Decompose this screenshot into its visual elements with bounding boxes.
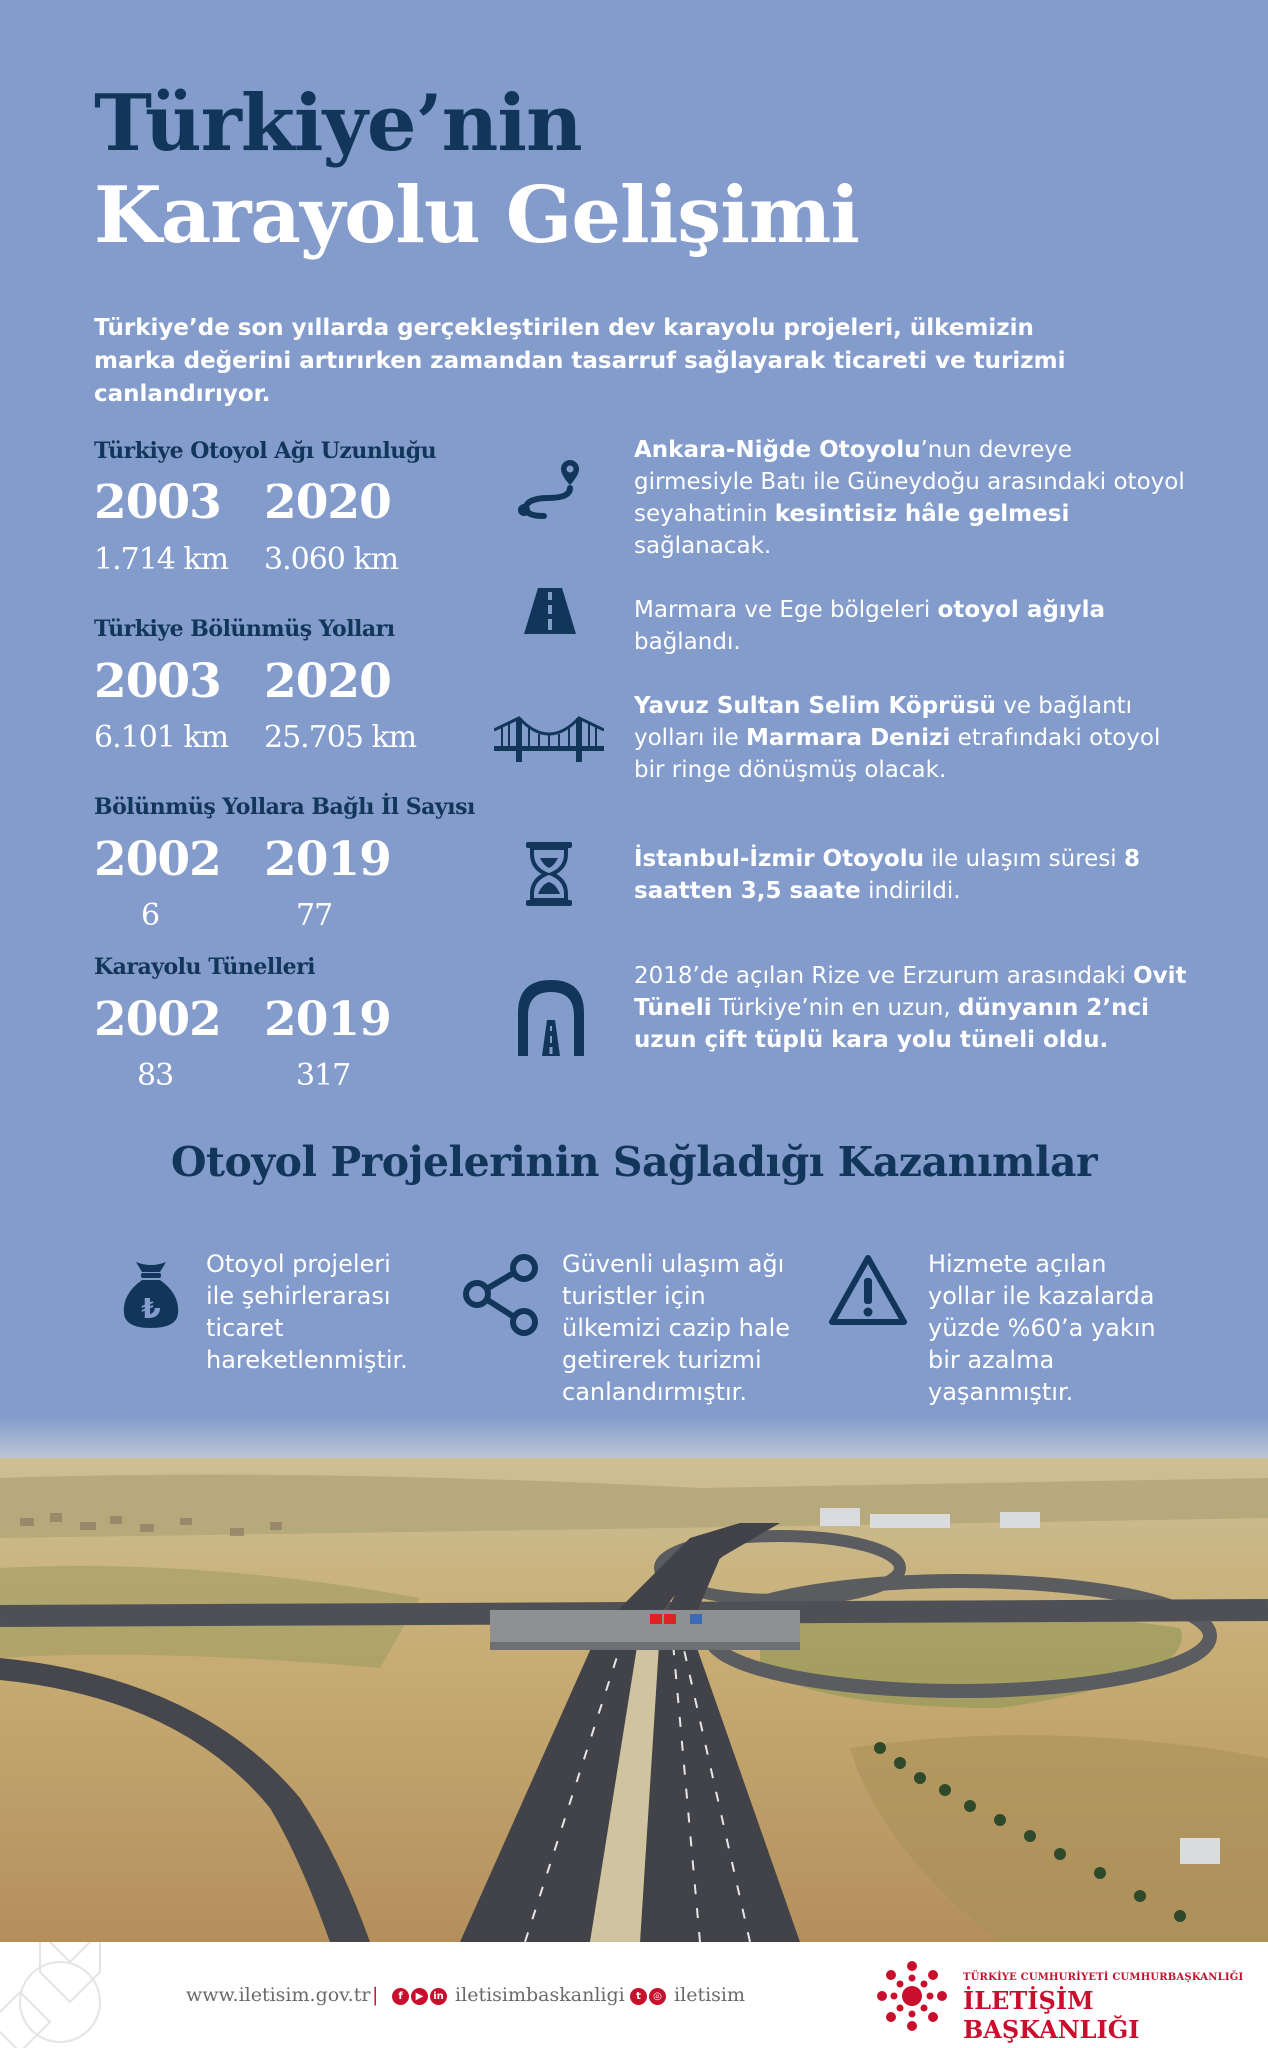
- fact-text: indirildi.: [860, 878, 961, 904]
- logo-text-line-2: İLETİŞİM BAŞKANLIĞI: [963, 1986, 1140, 2044]
- iletisim-logo-emblem: [872, 1956, 952, 2036]
- fact-highlight: 8 saatten 3,5 saate: [634, 846, 1141, 904]
- facebook-icon[interactable]: f: [392, 1988, 409, 2005]
- fact-text: ve bağlantı yolları ile: [634, 693, 1133, 751]
- stat-value: 1.714 km: [94, 542, 229, 577]
- stat-value: 317: [296, 1058, 351, 1093]
- fact-ovit-tunnel: [634, 960, 1194, 1056]
- stat-year: 2020: [264, 654, 391, 709]
- fact-text: sağlanacak.: [634, 533, 772, 559]
- money-bag-icon: [122, 1258, 180, 1330]
- route-icon: [512, 450, 588, 520]
- fact-ankara-nigde: [634, 434, 1194, 562]
- warning-icon: [828, 1254, 908, 1326]
- fact-text: etrafındaki otoyol bir ringe dönüşmüş olacak.: [634, 725, 1161, 783]
- fact-highlight: Ovit Tüneli: [634, 963, 1187, 1021]
- benefit-trade: Otoyol projeleri ile şehirlerarası ticaret hareketlenmiştir.: [206, 1250, 408, 1374]
- title-line-1: Türkiye’nin: [94, 78, 582, 169]
- stat-heading-highway-length: Türkiye Otoyol Ağı Uzunluğu: [94, 438, 437, 464]
- highway-icon: [524, 588, 576, 634]
- stat-year: 2002: [94, 832, 221, 887]
- bridge-icon: [494, 716, 604, 766]
- tunnel-icon: [518, 980, 584, 1056]
- logo-text-line-1: TÜRKİYE CUMHURİYETİ CUMHURBAŞKANLIĞI: [963, 1972, 1244, 1983]
- instagram-icon[interactable]: ◎: [649, 1988, 666, 2005]
- hourglass-icon: [524, 842, 574, 906]
- benefit-tourism: Güvenli ulaşım ağı turistler için ülkemizi cazip hale getirerek turizmi canlandırmıştır.: [562, 1250, 791, 1406]
- footer: [0, 1942, 1268, 2048]
- stat-year: 2020: [264, 475, 391, 530]
- stat-year: 2003: [94, 475, 221, 530]
- footer-social-group-1[interactable]: [392, 1984, 625, 2006]
- intro-text: Türkiye’de son yıllarda gerçekleştirilen dev karayolu projeleri, ülkemizin marka değerini artırırken zamandan tasarruf sağlayarak ticareti ve turizmi canlandırıyor.: [94, 315, 1066, 407]
- fact-highlight: Ankara-Niğde Otoyolu: [634, 437, 921, 463]
- fact-highlight: Marmara Denizi: [745, 725, 951, 751]
- fact-istanbul-izmir: [634, 843, 1194, 907]
- stat-year: 2003: [94, 654, 221, 709]
- stat-value: 6.101 km: [94, 720, 229, 755]
- star-pattern-decoration: [0, 1942, 130, 2048]
- stat-year: 2019: [264, 832, 391, 887]
- fact-text: bağlandı.: [634, 629, 741, 655]
- fact-highlight: kesintisiz hâle gelmesi: [774, 501, 1070, 527]
- benefits-title: Otoyol Projelerinin Sağladığı Kazanımlar: [170, 1138, 1098, 1186]
- fact-text: ile ulaşım süresi: [923, 846, 1125, 872]
- title-line-2: Karayolu Gelişimi: [94, 170, 860, 261]
- youtube-icon[interactable]: ▶: [411, 1988, 428, 2005]
- stat-value: 83: [137, 1058, 174, 1093]
- fact-highlight: Yavuz Sultan Selim Köprüsü: [634, 693, 996, 719]
- footer-handle-2: iletisim: [674, 1984, 745, 2006]
- stat-heading-provinces: Bölünmüş Yollara Bağlı İl Sayısı: [94, 794, 475, 820]
- stat-value: 6: [141, 898, 160, 933]
- stat-value: 3.060 km: [264, 542, 399, 577]
- fact-highlight: otoyol ağıyla: [937, 597, 1106, 623]
- benefit-safety: Hizmete açılan yollar ile kazalarda yüzde %60’a yakın bir azalma yaşanmıştır.: [928, 1250, 1156, 1406]
- fact-text: 2018’de açılan Rize ve Erzurum arasındaki: [634, 963, 1134, 989]
- highway-aerial-photo: [0, 1418, 1268, 1942]
- fact-highlight: dünyanın 2’nci uzun çift tüplü kara yolu tüneli oldu.: [634, 995, 1149, 1053]
- footer-divider: |: [372, 1984, 379, 2006]
- fact-yavuz-sultan-selim: [634, 690, 1194, 786]
- stat-value: 77: [296, 898, 333, 933]
- twitter-icon[interactable]: t: [630, 1988, 647, 2005]
- fact-marmara-ege: [634, 594, 1194, 658]
- footer-handle-1: iletisimbaskanligi: [455, 1984, 625, 2006]
- linkedin-icon[interactable]: in: [430, 1988, 447, 2005]
- footer-website[interactable]: www.iletisim.gov.tr: [186, 1984, 371, 2006]
- fact-text: Marmara ve Ege bölgeleri: [634, 597, 938, 623]
- footer-social-group-2[interactable]: [630, 1984, 745, 2006]
- fact-highlight: İstanbul-İzmir Otoyolu: [634, 846, 924, 872]
- stat-year: 2002: [94, 992, 221, 1047]
- stat-year: 2019: [264, 992, 391, 1047]
- stat-value: 25.705 km: [264, 720, 417, 755]
- stat-heading-divided-roads: Türkiye Bölünmüş Yolları: [94, 616, 395, 642]
- fact-text: ’nun devreye girmesiyle Batı ile Güneydoğu arasındaki otoyol seyahatinin: [634, 437, 1185, 527]
- svg-text:₺: ₺: [141, 1292, 161, 1325]
- fact-text: Türkiye’nin en uzun,: [711, 995, 958, 1021]
- share-icon: [462, 1254, 540, 1336]
- page-title: [94, 78, 859, 262]
- stat-heading-tunnels: Karayolu Tünelleri: [94, 954, 316, 980]
